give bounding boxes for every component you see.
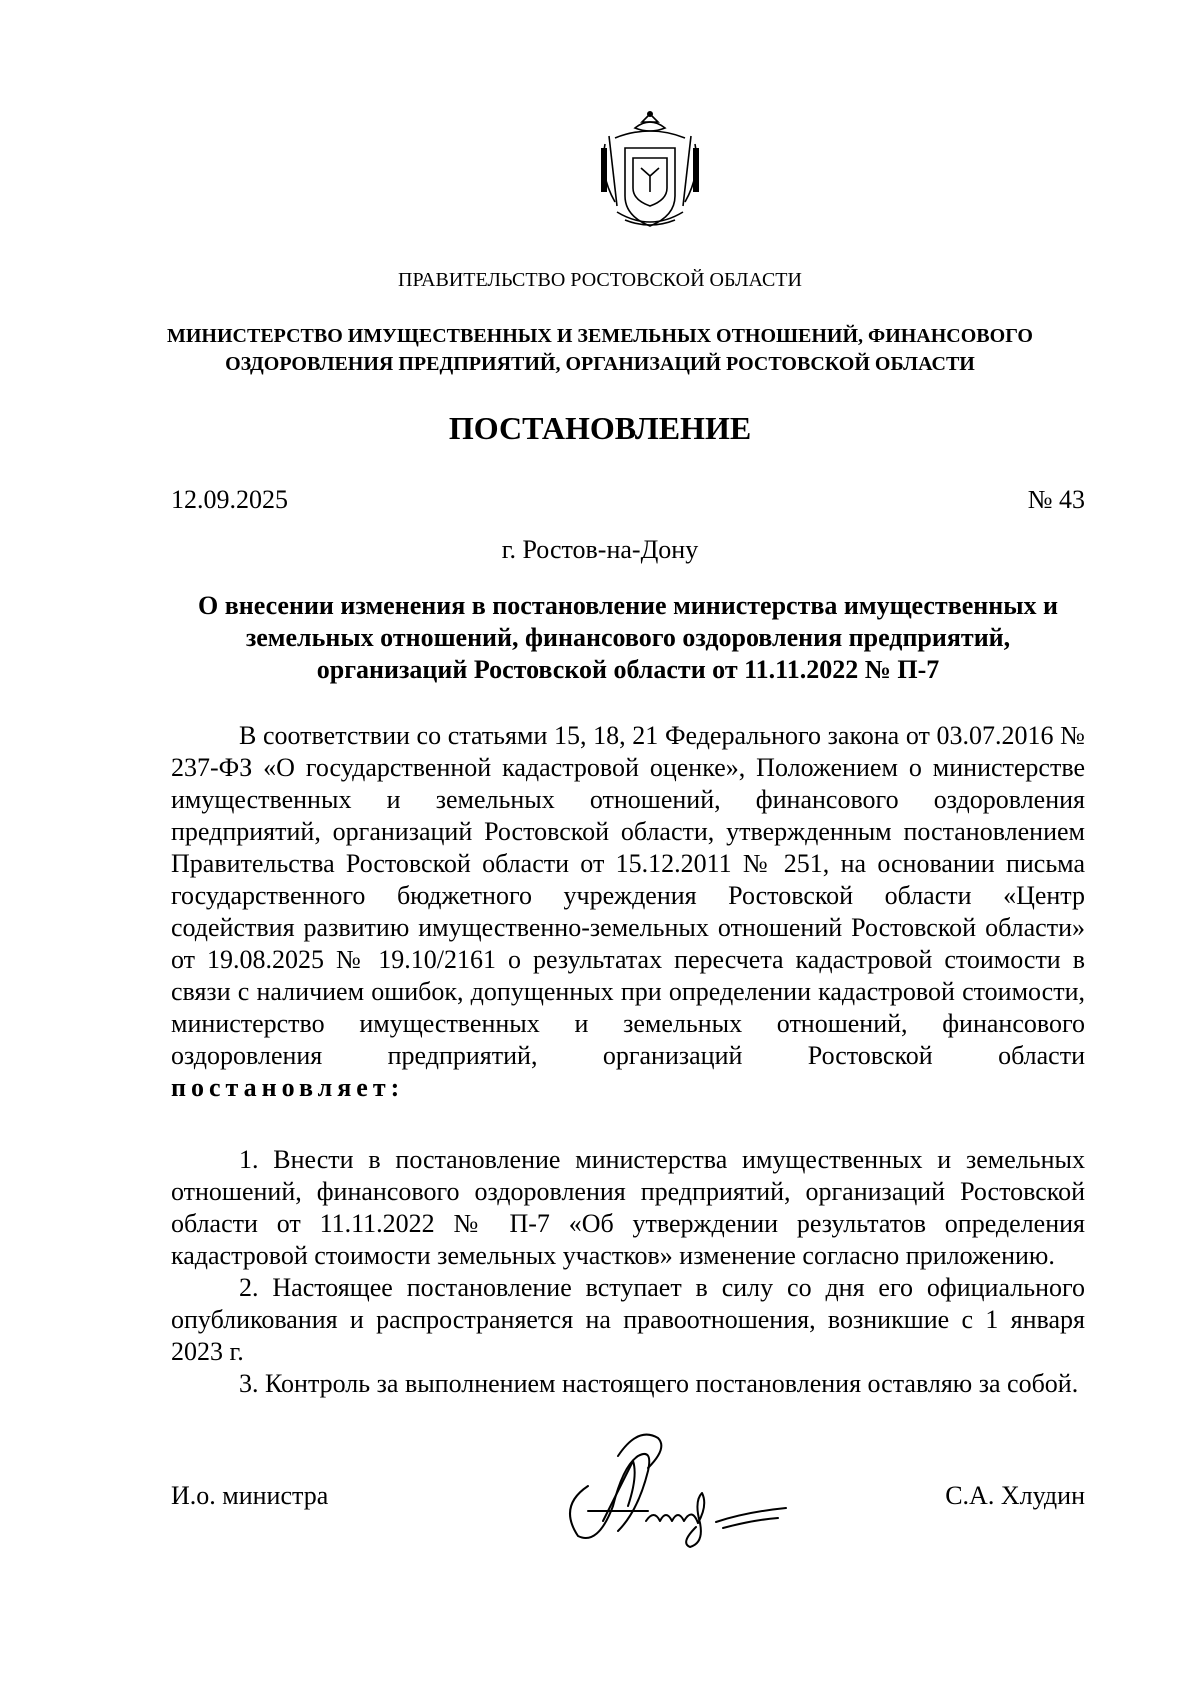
item-2-paragraph: 2. Настоящее постановление вступает в силу со дня его официального опубликования и распространяется на правоотношения, возникшие с 1 января 2023 г.: [171, 1273, 1085, 1366]
ministry-name: [0, 322, 1200, 378]
document-subject: [171, 590, 1085, 686]
ministry-name-line-1: МИНИСТЕРСТВО ИМУЩЕСТВЕННЫХ И ЗЕМЕЛЬНЫХ ОТНОШЕНИЙ, ФИНАНСОВОГО: [166, 325, 1033, 347]
coat-of-arms-icon: [595, 108, 705, 238]
document-city: г. Ростов-на-Дону: [501, 535, 699, 564]
signer-role: И.о. министра: [171, 1481, 329, 1510]
preamble-paragraph: [171, 720, 1085, 1104]
document-number: № 43: [1027, 485, 1085, 514]
document-date: 12.09.2025: [171, 485, 288, 514]
preamble-text: В соответствии со статьями 15, 18, 21 Федерального закона от 03.07.2016 № 237-ФЗ «О государственной кадастровой оценке», Положением о министерстве имущественных и земельных отношений, финансового оздоровления предприятий, организаций Ростовской области, утвержденным постановлением Правительства Ростовской области от 15.12.2011 № 251, на основании письма государственного бюджетного учреждения Ростовской области «Центр содействия развитию имущественно-земельных отношений Ростовской области» от 19.08.2025 № 19.10/2161 о результатах пересчета кадастровой стоимости в связи с наличием ошибок, допущенных при определении кадастровой стоимости, министерство имущественных и земельных отношений, финансового оздоровления предприятий, организаций Ростовской области: [171, 721, 1085, 1070]
resolves-word: постановляет:: [171, 1073, 405, 1102]
item-3-paragraph: 3. Контроль за выполнением настоящего постановления оставляю за собой.: [239, 1369, 1079, 1398]
subject-line-1: О внесении изменения в постановление министерства имущественных и: [197, 591, 1059, 620]
ministry-name-line-2: ОЗДОРОВЛЕНИЯ ПРЕДПРИЯТИЙ, ОРГАНИЗАЦИЙ РОСТОВСКОЙ ОБЛАСТИ: [225, 353, 975, 375]
subject-line-2: земельных отношений, финансового оздоровления предприятий,: [245, 623, 1011, 652]
document-type-title: ПОСТАНОВЛЕНИЕ: [448, 410, 752, 446]
item-1-paragraph: 1. Внести в постановление министерства имущественных и земельных отношений, финансового оздоровления предприятий, организаций Ростовской области от 11.11.2022 № П-7 «Об утверждении результатов определения кадастровой стоимости земельных участков» изменение согласно приложению.: [171, 1145, 1085, 1270]
signer-name: С.А. Хлудин: [945, 1481, 1085, 1510]
government-name: ПРАВИТЕЛЬСТВО РОСТОВСКОЙ ОБЛАСТИ: [398, 269, 802, 291]
subject-line-3: организаций Ростовской области от 11.11.2022 № П-7: [316, 655, 940, 684]
signature-icon: [548, 1426, 818, 1556]
